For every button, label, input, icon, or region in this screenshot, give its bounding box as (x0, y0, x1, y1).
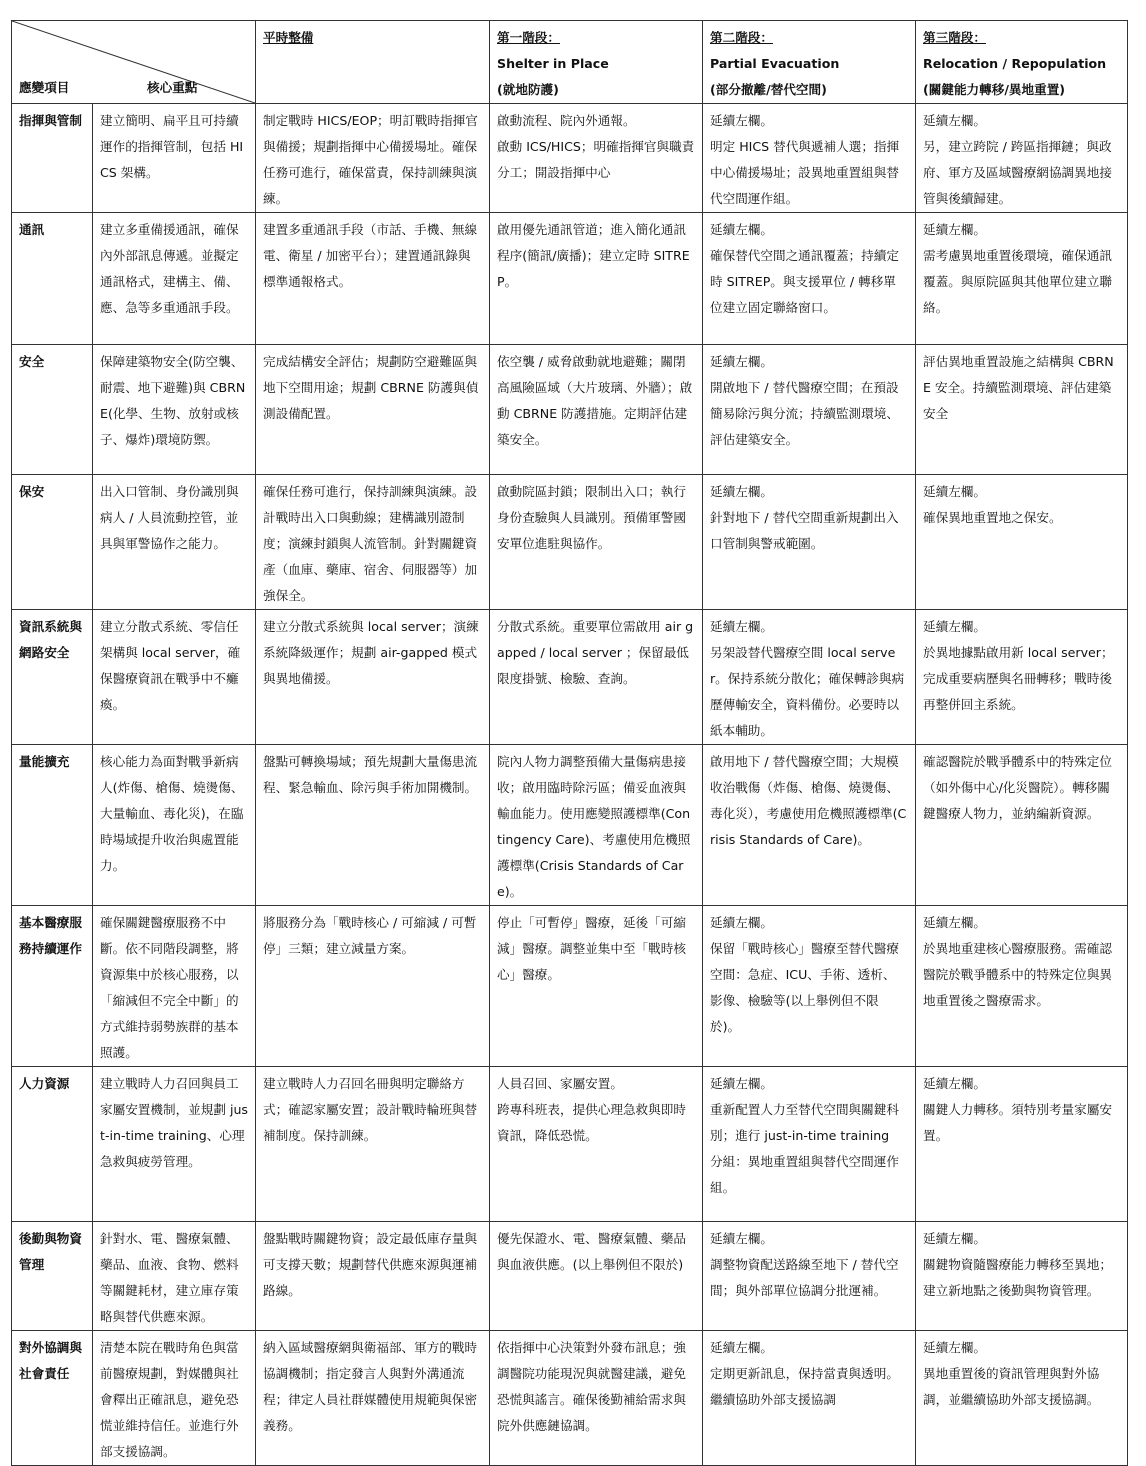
phase1-cell: 人員召回、家屬安置。 跨專科班表，提供心理急救與即時資訊，降低恐慌。 (490, 1067, 703, 1222)
phase1-cell: 依指揮中心決策對外發布訊息；強調醫院功能現況與就醫建議，避免恐慌與謠言。確保後勤補給需求與院外供應鏈協調。 (490, 1331, 703, 1466)
header-row (12, 21, 1128, 104)
category-cell: 安全 (12, 345, 93, 475)
category-cell: 資訊系統與網路安全 (12, 610, 93, 745)
focus-cell: 建立分散式系統、零信任架構與 local server，確保醫療資訊在戰爭中不癱瘓。 (93, 610, 256, 745)
peace-cell: 建立戰時人力召回名冊與明定聯絡方式；確認家屬安置；設計戰時輪班與替補制度。保持訓練。 (256, 1067, 490, 1222)
category-cell: 對外協調與社會責任 (12, 1331, 93, 1466)
phase3-cell: 延續左欄。 異地重置後的資訊管理與對外協調，並繼續協助外部支援協調。 (916, 1331, 1128, 1466)
phase3-cell: 延續左欄。 另，建立跨院 / 跨區指揮鏈；與政府、軍方及區域醫療網協調異地接管與後續歸建。 (916, 104, 1128, 213)
phase2-cell: 延續左欄。 確保替代空間之通訊覆蓋；持續定時 SITREP。與支援單位 / 轉移單位建立固定聯絡窗口。 (703, 213, 916, 345)
table-row (12, 345, 1128, 475)
phase3-cell: 延續左欄。 關鍵物資隨醫療能力轉移至異地；建立新地點之後勤與物資管理。 (916, 1222, 1128, 1331)
focus-cell: 建立多重備援通訊，確保內外部訊息傳遞。並擬定通訊格式，建構主、備、應、急等多重通訊手段。 (93, 213, 256, 345)
table-row (12, 1222, 1128, 1331)
phase3-cell: 確認醫院於戰爭體系中的特殊定位（如外傷中心/化災醫院）。轉移關鍵醫療人物力，並納編新資源。 (916, 745, 1128, 906)
phase2-cell: 延續左欄。 定期更新訊息，保持當責與透明。繼續協助外部支援協調 (703, 1331, 916, 1466)
phase3-cell: 延續左欄。 於異地重建核心醫療服務。需確認醫院於戰爭體系中的特殊定位與異地重置後之醫療需求。 (916, 906, 1128, 1067)
table-row (12, 1067, 1128, 1222)
category-cell: 保安 (12, 475, 93, 610)
response-matrix-table (11, 20, 1128, 1466)
table-row (12, 104, 1128, 213)
col-header-phase3: 第三階段： Relocation / Repopulation (關鍵能力轉移/異地重置) (916, 21, 1128, 104)
corner-header-cell (12, 21, 256, 104)
phase1-cell: 院內人物力調整預備大量傷病患接收；啟用臨時除污區；備妥血液與輸血能力。使用應變照護標準(Contingency Care)、考慮使用危機照護標準(Crisis Standards of Care)。 (490, 745, 703, 906)
phase2-cell: 延續左欄。 明定 HICS 替代與遞補人選；指揮中心備援場址；設異地重置組與替代空間運作組。 (703, 104, 916, 213)
category-cell: 基本醫療服務持續運作 (12, 906, 93, 1067)
peace-cell: 盤點可轉換場域；預先規劃大量傷患流程、緊急輸血、除污與手術加開機制。 (256, 745, 490, 906)
peace-cell: 將服務分為「戰時核心 / 可縮減 / 可暫停」三類；建立減量方案。 (256, 906, 490, 1067)
focus-cell: 確保關鍵醫療服務不中斷。依不同階段調整，將資源集中於核心服務，以「縮減但不完全中斷」的方式維持弱勢族群的基本照護。 (93, 906, 256, 1067)
phase3-cell: 評估異地重置設施之結構與 CBRNE 安全。持續監測環境、評估建築安全 (916, 345, 1128, 475)
table-row (12, 906, 1128, 1067)
phase2-cell: 延續左欄。 針對地下 / 替代空間重新規劃出入口管制與警戒範圍。 (703, 475, 916, 610)
phase2-cell: 啟用地下 / 替代醫療空間；大規模收治戰傷（炸傷、槍傷、燒燙傷、毒化災），考慮使用危機照護標準(Crisis Standards of Care)。 (703, 745, 916, 906)
phase1-cell: 分散式系統。重要單位需啟用 air gapped / local server ；保留最低限度掛號、檢驗、查詢。 (490, 610, 703, 745)
focus-cell: 清楚本院在戰時角色與當前醫療規劃，對媒體與社會釋出正確訊息，避免恐慌並維持信任。並進行外部支援協調。 (93, 1331, 256, 1466)
category-cell: 量能擴充 (12, 745, 93, 906)
phase3-cell: 延續左欄。 於異地據點啟用新 local server；完成重要病歷與名冊轉移；戰時後再整併回主系統。 (916, 610, 1128, 745)
phase3-cell: 延續左欄。 需考慮異地重置後環境，確保通訊覆蓋。與原院區與其他單位建立聯絡。 (916, 213, 1128, 345)
phase3-cell: 延續左欄。 關鍵人力轉移。須特別考量家屬安置。 (916, 1067, 1128, 1222)
peace-cell: 建置多重通訊手段（市話、手機、無線電、衛星 / 加密平台）；建置通訊錄與標準通報格式。 (256, 213, 490, 345)
peace-cell: 盤點戰時關鍵物資；設定最低庫存量與可支撐天數；規劃替代供應來源與運補路線。 (256, 1222, 490, 1331)
phase2-cell: 延續左欄。 保留「戰時核心」醫療至替代醫療空間：急症、ICU、手術、透析、影像、檢驗等(以上舉例但不限於)。 (703, 906, 916, 1067)
col-header-phase1: 第一階段： Shelter in Place (就地防護) (490, 21, 703, 104)
col-header-phase2: 第二階段： Partial Evacuation (部分撤離/替代空間) (703, 21, 916, 104)
phase2-cell: 延續左欄。 開啟地下 / 替代醫療空間；在預設簡易除污與分流；持續監測環境、評估建築安全。 (703, 345, 916, 475)
focus-cell: 保障建築物安全(防空襲、耐震、地下避難)與 CBRNE(化學、生物、放射或核子、爆炸)環境防禦。 (93, 345, 256, 475)
peace-cell: 確保任務可進行，保持訓練與演練。設計戰時出入口與動線；建構識別證制度；演練封鎖與人流管制。針對關鍵資產（血庫、藥庫、宿舍、伺服器等）加強保全。 (256, 475, 490, 610)
category-cell: 通訊 (12, 213, 93, 345)
peace-cell: 納入區域醫療網與衛福部、軍方的戰時協調機制；指定發言人與對外溝通流程；律定人員社群媒體使用規範與保密義務。 (256, 1331, 490, 1466)
phase2-cell: 延續左欄。 另架設替代醫療空間 local server。保持系統分散化；確保轉診與病歷傳輸安全，資料備份。必要時以紙本輔助。 (703, 610, 916, 745)
focus-cell: 建立簡明、扁平且可持續運作的指揮管制，包括 HICS 架構。 (93, 104, 256, 213)
phase2-cell: 延續左欄。 重新配置人力至替代空間與關鍵科別；進行 just-in-time training 分組：異地重置組與替代空間運作組。 (703, 1067, 916, 1222)
phase1-cell: 啟動院區封鎖；限制出入口；執行身份查驗與人員識別。預備軍警國安單位進駐與協作。 (490, 475, 703, 610)
corner-label-focus: 核心重點 (147, 80, 198, 95)
category-cell: 指揮與管制 (12, 104, 93, 213)
table-row (12, 1331, 1128, 1466)
phase1-cell: 啟用優先通訊管道；進入簡化通訊程序(簡訊/廣播)；建立定時 SITREP。 (490, 213, 703, 345)
focus-cell: 出入口管制、身份識別與病人 / 人員流動控管，並具與軍警協作之能力。 (93, 475, 256, 610)
focus-cell: 針對水、電、醫療氣體、藥品、血液、食物、燃料等關鍵耗材，建立庫存策略與替代供應來源。 (93, 1222, 256, 1331)
peace-cell: 完成結構安全評估；規劃防空避難區與地下空間用途；規劃 CBRNE 防護與偵測設備配置。 (256, 345, 490, 475)
phase2-cell: 延續左欄。 調整物資配送路線至地下 / 替代空間；與外部單位協調分批運補。 (703, 1222, 916, 1331)
category-cell: 人力資源 (12, 1067, 93, 1222)
phase1-cell: 依空襲 / 威脅啟動就地避難；關閉高風險區域（大片玻璃、外牆）；啟動 CBRNE 防護措施。定期評估建築安全。 (490, 345, 703, 475)
peace-cell: 建立分散式系統與 local server；演練系統降級運作；規劃 air-gapped 模式與異地備援。 (256, 610, 490, 745)
table-row (12, 475, 1128, 610)
focus-cell: 建立戰時人力召回與員工家屬安置機制，並規劃 just-in-time training、心理急救與疲勞管理。 (93, 1067, 256, 1222)
corner-label-item: 應變項目 (19, 80, 70, 95)
phase1-cell: 停止「可暫停」醫療，延後「可縮減」醫療。調整並集中至「戰時核心」醫療。 (490, 906, 703, 1067)
focus-cell: 核心能力為面對戰爭新病人(炸傷、槍傷、燒燙傷、大量輸血、毒化災)，在臨時場域提升收治與處置能力。 (93, 745, 256, 906)
table-row (12, 213, 1128, 345)
peace-cell: 制定戰時 HICS/EOP；明訂戰時指揮官與備援；規劃指揮中心備援場址。確保任務可進行，確保當責，保持訓練與演練。 (256, 104, 490, 213)
table-row (12, 745, 1128, 906)
phase1-cell: 啟動流程、院內外通報。 啟動 ICS/HICS；明確指揮官與職責分工；開設指揮中心 (490, 104, 703, 213)
phase3-cell: 延續左欄。 確保異地重置地之保安。 (916, 475, 1128, 610)
category-cell: 後勤與物資管理 (12, 1222, 93, 1331)
phase1-cell: 優先保證水、電、醫療氣體、藥品與血液供應。(以上舉例但不限於) (490, 1222, 703, 1331)
table-row (12, 610, 1128, 745)
col-header-peace: 平時整備 (256, 21, 490, 104)
